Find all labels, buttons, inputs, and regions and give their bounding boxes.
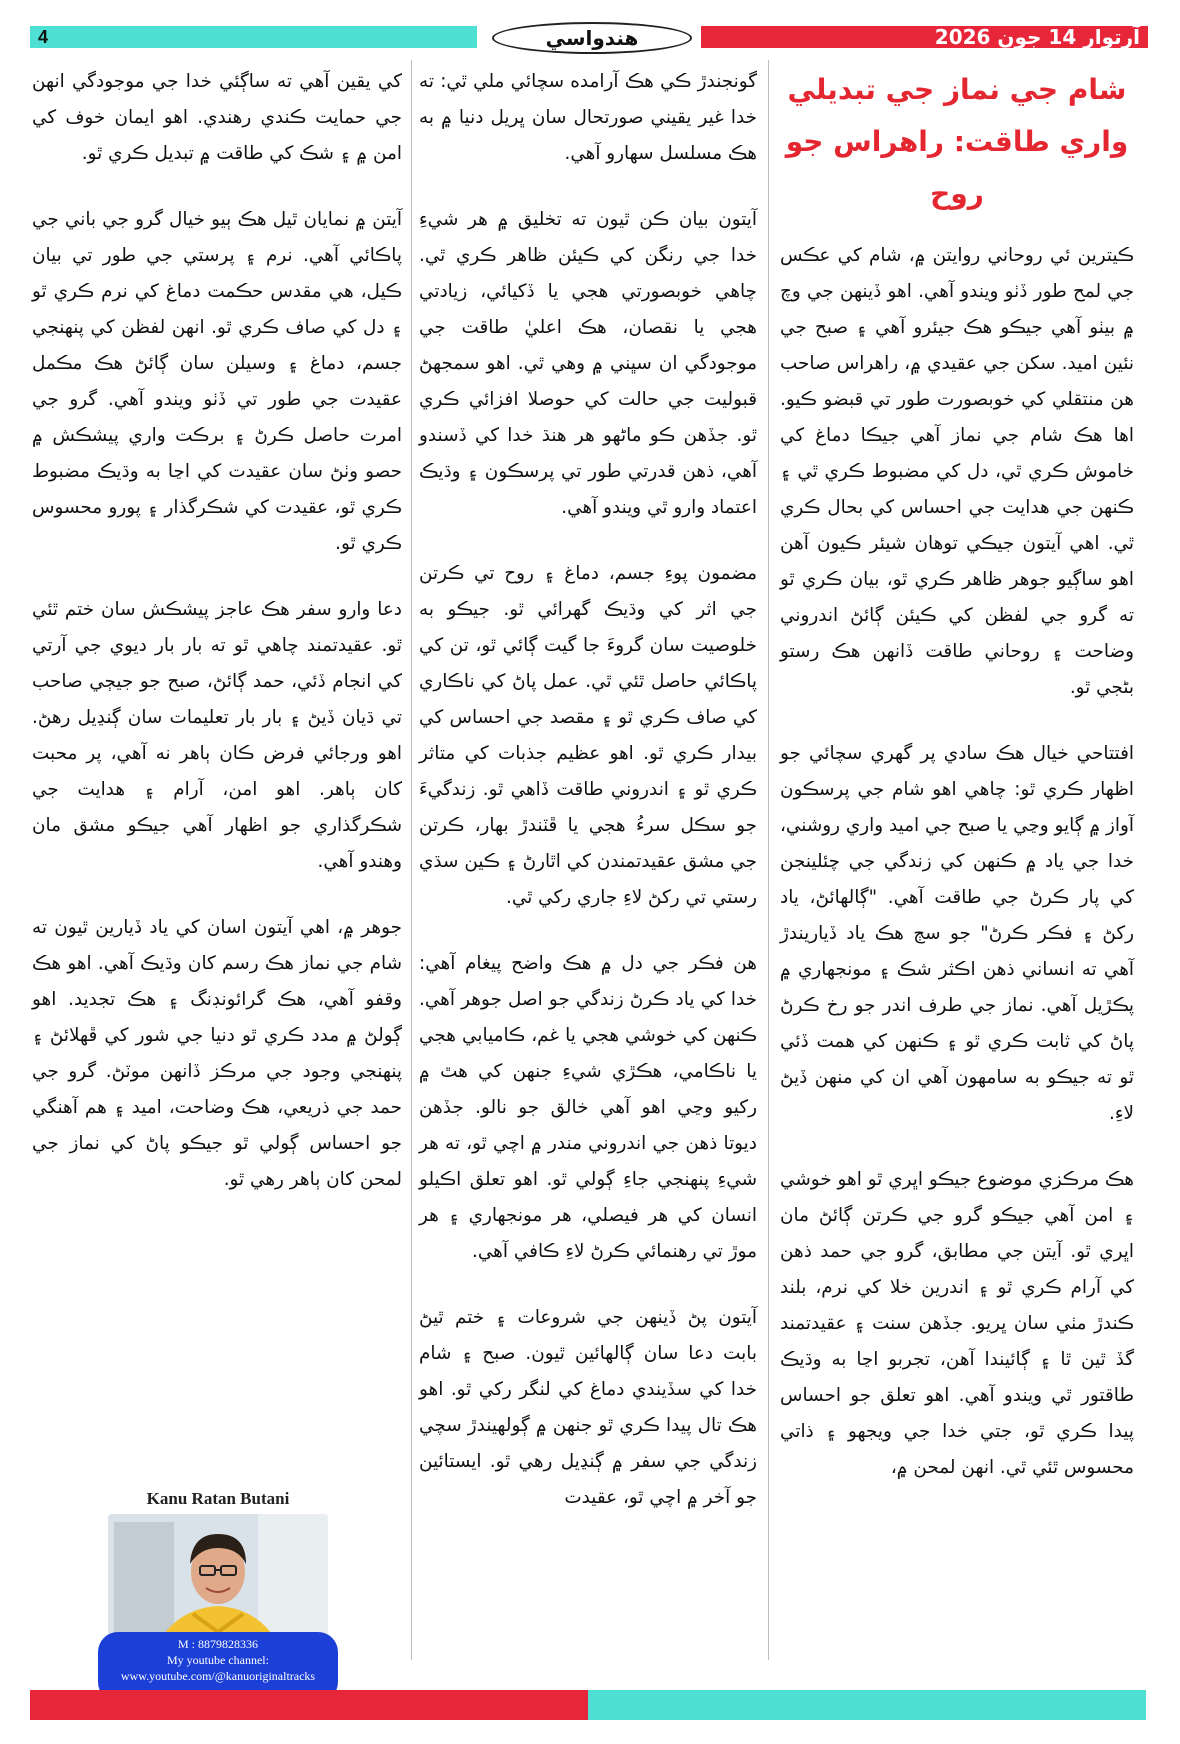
article-column-middle (419, 64, 757, 1546)
article-paragraph: افتتاحي خيال هڪ سادي پر گهري سچائي جو اظهار ڪري ٿو: چاهي اهو شام جي پرسڪون آواز ۾ ڳايو وڃي يا صبح جي اميد واري روشني، خدا جي ياد ۾ ڪنهن کي زندگي جي چئلينجن کي پار ڪرڻ جي طاقت آهي. "ڳالهائڻ، ياد رکڻ ۽ فڪر ڪرڻ" جو سڄ هڪ ياد ڏياريندڙ آهي ته انساني ذهن اڪثر شڪ ۽ مونجهاري ۾ پڪڙيل آهي. نماز جي طرف اندر جو رخ ڪرڻ پاڻ کي ثابت ڪري ٿو ۽ ڪنهن کي همت ڏئي ٿو ته جيڪو به سامهون آهي ان کي منهن ڏيڻ لاءِ. (780, 743, 1134, 1124)
masthead-logo: هندواسي (492, 22, 692, 54)
footer-bar-left (30, 1690, 588, 1720)
issue-date: آرتوار 14 جون 2026 (934, 25, 1140, 49)
article-paragraph: هن فڪر جي دل ۾ هڪ واضح پيغام آهي: خدا کي ياد ڪرڻ زندگي جو اصل جوهر آهي. ڪنهن کي خوشي هجي يا غم، ڪاميابي هجي يا ناڪامي، هڪڙي شيءِ جنهن کي هٿ ۾ رکيو وڃي اهو آهي خالق جو نالو. جڏهن ديوتا ذهن جي اندروني مندر ۾ اچي ٿو، ته هر شيءِ پنهنجي جاءِ ڳولي ٿو. اهو تعلق اڪيلو انسان کي هر فيصلي، هر مونجهاري ۽ هر موڙ تي رهنمائي ڪرڻ لاءِ ڪافي آهي. (419, 953, 757, 1262)
column-divider (411, 60, 412, 1660)
article-paragraph: دعا وارو سفر هڪ عاجز پيشڪش سان ختم ٿئي ٿو. عقيدتمند چاهي ٿو ته بار بار ديوي جي آرتي کي انجام ڏئي، حمد ڳائڻ، صبح جو جيڄي صاحب تي ڌيان ڏيڻ ۽ بار بار تعليمات سان ڳنڍيل رهڻ. اهو ورجائي فرض ڪان ٻاهر نه آهي، پر محبت کان ٻاهر. اهو امن، آرام ۽ هدايت جي شڪرگذاري جو اظهار آهي جيڪو مشق مان وهندو آهي. (32, 599, 402, 872)
page-header (30, 22, 1148, 52)
page-number: 4 (38, 27, 49, 47)
article-paragraph: آيتن ۾ نمايان ٿيل هڪ ٻيو خيال گرو جي باني جي پاڪائي آهي. نرم ۽ پرستي جي طور تي بيان ڪيل، هي مقدس حڪمت دماغ کي نرم ڪري ٿو ۽ دل کي صاف ڪري ٿو. انهن لفظن کي پنهنجي جسم، دماغ ۽ وسيلن سان ڳائڻ هڪ مڪمل عقيدت جي طور تي ڏٺو ويندو آهي. گرو جي امرت حاصل ڪرڻ ۽ برڪت واري پيشڪش ۾ حصو وٺڻ سان عقيدت کي اڃا به وڌيڪ مضبوط ڪري ٿو، عقيدت کي شڪرگذار ۽ پورو محسوس ڪري ٿو. (32, 209, 402, 554)
article-paragraph: آيتون بيان ڪن ٿيون ته تخليق ۾ هر شيءِ خدا جي رنگن کي ڪيئن ظاهر ڪري ٿي. چاهي خوبصورتي هجي يا ڏکيائي، زيادتي هجي يا نقصان، هڪ اعليٰ طاقت جي موجودگي ان سڀني ۾ وهي ٿي. اهو سمجهڻ قبوليت جي حالت کي حوصلا افزائي ڪري ٿو. جڏهن ڪو ماڻهو هر هنڌ خدا کي ڏسندو آهي، ذهن قدرتي طور تي پرسڪون ۽ وڌيڪ اعتماد وارو ٿي ويندو آهي. (419, 209, 757, 518)
article-paragraph: آيتون پڻ ڏينهن جي شروعات ۽ ختم ٿيڻ بابت دعا سان ڳالهائين ٿيون. صبح ۽ شام خدا کي سڏيندي دماغ کي لنگر رکي ٿو. اهو هڪ تال پيدا ڪري ٿو جنهن ۾ ڳولهيندڙ سچي زندگي جي سفر ۾ ڳنڍيل رهي ٿو. ايستائين جو آخر ۾ اچي ٿو، عقيدت (419, 1307, 757, 1508)
article-headline: شام جي نماز جي تبديلي واري طاقت: راهراس جو روح (785, 73, 1129, 210)
article-paragraph: گونجندڙ ڪي هڪ آرامده سچائي ملي ٿي: ته خدا غير يقيني صورتحال سان ڀريل دنيا ۾ به هڪ مسلسل سهارو آهي. (419, 71, 757, 164)
article-paragraph: ڪيترين ئي روحاني روايتن ۾، شام کي عڪس جي لمح طور ڏٺو ويندو آهي. اهو ڏينهن جي وچ ۾ بيٺو آهي جيڪو هڪ جيئرو آهي ۽ صبح جي نئين اميد. سکن جي عقيدي ۾، راهراس صاحب هن منتقلي کي خوبصورت طور تي قبضو ڪيو. اها هڪ شام جي نماز آهي جيڪا دماغ کي خاموش ڪري ٿي، دل کي مضبوط ڪري ٿي ۽ ڪنهن جي هدايت جي احساس کي بحال ڪري ٿي. اهي آيتون جيڪي توهان شيئر ڪيون آهن اهو ساڳيو جوهر ظاهر ڪري ٿو، بيان ڪري ٿو ته گرو جي لفظن کي ڪيئن ڳائڻ اندروني وضاحت ۽ روحاني طاقت ڏانهن هڪ رستو بڻجي ٿو. (780, 245, 1134, 698)
author-phone: M : 8879828336 (177, 1637, 258, 1651)
article-paragraph: مضمون پوءِ جسم، دماغ ۽ روح تي ڪرتن جي اثر کي وڌيڪ گهرائي ٿو. جيڪو به خلوصيت سان گروءَ جا گيت ڳائي ٿو، تن کي پاڪائي حاصل ٿئي ٿي. عمل پاڻ کي ناڪاري کي صاف ڪري ٿو ۽ مقصد جي احساس کي بيدار ڪري ٿو. اهو عظيم جذبات کي متاثر ڪري ٿو ۽ اندروني طاقت ڏاهي ٿو. زندگيءَ جو سڪل سرءُ هجي يا ڦٽندڙ بهار، ڪرتن جي مشق عقيدتمندن کي اٿارڻ ۽ ڪين سڌي رستي تي رکڻ لاءِ جاري رکي ٿي. (419, 563, 757, 908)
article-column-left (32, 64, 402, 1228)
article-paragraph: جوهر ۾، اهي آيتون اسان کي ياد ڏيارين ٿيون ته شام جي نماز هڪ رسم کان وڌيڪ آهي. اهو هڪ وقفو آهي، هڪ گرائونڊنگ ۽ هڪ تجديد. اهو ڳولڻ ۾ مدد ڪري ٿو دنيا جي شور کي ڦهلائڻ ۽ پنهنجي وجود جي مرڪز ڏانهن موٽڻ. گرو جي حمد جي ذريعي، هڪ وضاحت، اميد ۽ هم آهنگي جو احساس ڳولي ٿو جيڪو پاڻ کي نماز جي لمحن کان ٻاهر رهي ٿو. (32, 917, 402, 1190)
author-card (108, 1484, 328, 1683)
article-column-right (780, 64, 1134, 1516)
author-name: Kanu Ratan Butani (146, 1489, 290, 1508)
column-divider (768, 60, 769, 1660)
header-bar-left (30, 26, 477, 48)
article-paragraph: کي يقين آهي ته ساڳئي خدا جي موجودگي انهن جي حمايت ڪندي رهندي. اهو ايمان خوف کي امن ۾ ۽ شڪ کي طاقت ۾ تبديل ڪري ٿو. (32, 71, 402, 164)
article-paragraph: هڪ مرڪزي موضوع جيڪو اڀري ٿو اهو خوشي ۽ امن آهي جيڪو گرو جي ڪرتن ڳائڻ مان اڀري ٿو. آيتن جي مطابق، گرو جي حمد ذهن کي آرام ڪري ٿو ۽ اندرين خلا کي نرم، بلند ڪندڙ مٺي سان ڀريو. جڏهن سنت ۽ عقيدتمند گڏ ٿين ٿا ۽ ڳائيندا آهن، تجربو اڃا به وڌيڪ طاقتور ٿي ويندو آهي. اهو تعلق جو احساس پيدا ڪري ٿو، جتي خدا جي ويجهو ۽ ذاتي محسوس ٿئي ٿي. انهن لمحن ۾، (780, 1169, 1134, 1478)
footer-bar-right (588, 1690, 1146, 1720)
author-channel-url[interactable]: www.youtube.com/@kanuoriginaltracks (120, 1669, 316, 1683)
author-channel-label: My youtube channel: (167, 1653, 269, 1667)
